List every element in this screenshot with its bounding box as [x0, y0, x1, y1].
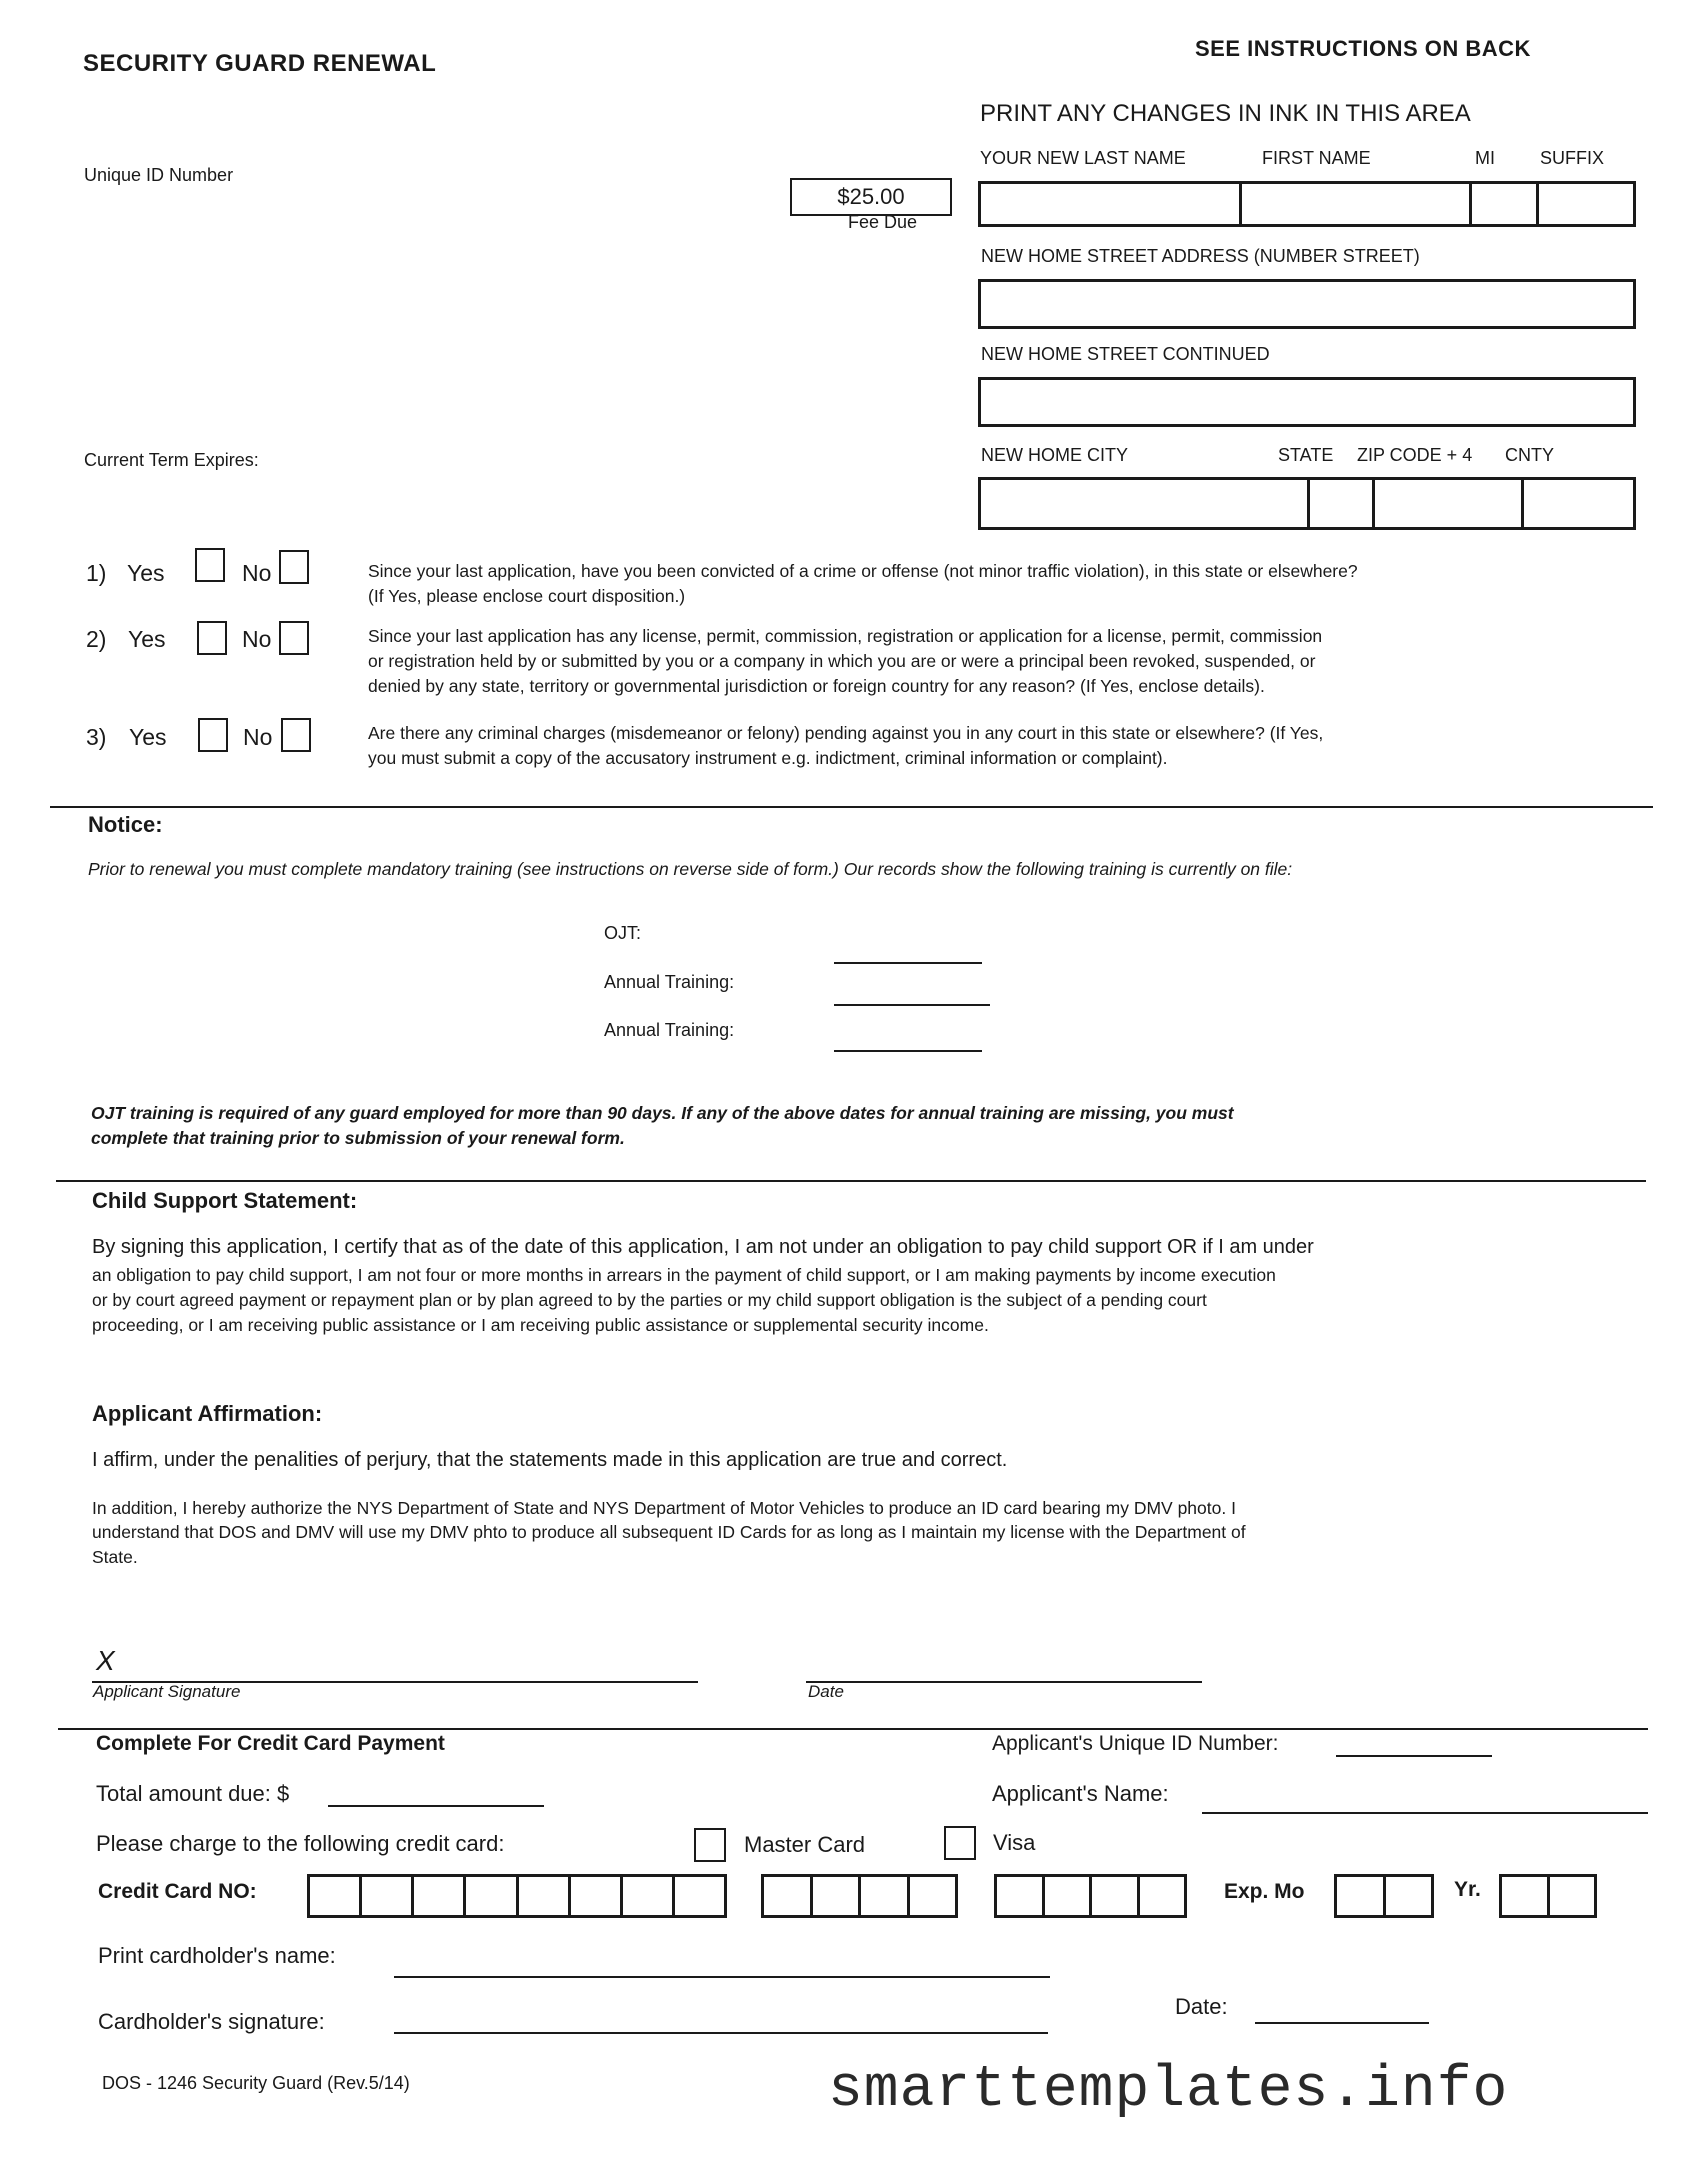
- no-label: No: [242, 626, 272, 652]
- credit-card-number-group-3[interactable]: [994, 1874, 1187, 1918]
- mi-field[interactable]: [1469, 181, 1539, 227]
- current-term-label: Current Term Expires:: [84, 450, 259, 470]
- section-divider: [58, 1728, 1648, 1730]
- city-label: NEW HOME CITY: [981, 445, 1128, 465]
- signature-date-label: Date: [808, 1682, 844, 1701]
- question-number: 2): [86, 626, 107, 652]
- notice-text: Prior to renewal you must complete mandatory training (see instructions on reverse side of form.) Our records show the following training is currently on file:: [88, 859, 1293, 879]
- form-title: SECURITY GUARD RENEWAL: [83, 50, 437, 77]
- card-digit-box[interactable]: [571, 1877, 623, 1915]
- unique-id-label: Unique ID Number: [84, 165, 234, 185]
- card-digit-box[interactable]: [519, 1877, 571, 1915]
- cardholder-name-label: Print cardholder's name:: [98, 1943, 336, 1968]
- affirmation-text: understand that DOS and DMV will use my DMV phto to produce all subsequent ID Cards for as long as I maintain my license with the Department of: [92, 1522, 1246, 1542]
- mastercard-checkbox[interactable]: [694, 1828, 726, 1862]
- yes-label: Yes: [129, 724, 167, 750]
- yes-label: Yes: [127, 560, 165, 586]
- ojt-warning: complete that training prior to submission of your renewal form.: [91, 1128, 625, 1148]
- suffix-field[interactable]: [1536, 181, 1636, 227]
- applicant-name-label: Applicant's Name:: [992, 1781, 1169, 1806]
- question-2-yes-checkbox[interactable]: [197, 621, 227, 655]
- visa-label: Visa: [993, 1830, 1036, 1855]
- street-continued-field[interactable]: [978, 377, 1636, 427]
- cnty-label: CNTY: [1505, 445, 1554, 465]
- signature-x-mark: X: [96, 1645, 115, 1676]
- question-2-text: denied by any state, territory or governmental jurisdiction or foreign country for any reason? (If Yes, enclose details).: [368, 676, 1265, 696]
- question-3-text: Are there any criminal charges (misdemeanor or felony) pending against you in any court in this state or elsewhere? (If Yes,: [368, 723, 1324, 743]
- no-label: No: [242, 560, 272, 586]
- question-1-no-checkbox[interactable]: [279, 550, 309, 584]
- exp-digit-box[interactable]: [1502, 1877, 1550, 1915]
- signature-date-line[interactable]: [806, 1681, 1202, 1683]
- question-2-no-checkbox[interactable]: [279, 621, 309, 655]
- first-name-field[interactable]: [1239, 181, 1472, 227]
- question-2-text: Since your last application has any license, permit, commission, registration or application for a license, permit, commission: [368, 626, 1323, 646]
- zip-label: ZIP CODE + 4: [1357, 445, 1473, 465]
- no-label: No: [243, 724, 273, 750]
- child-support-text: an obligation to pay child support, I am not four or more months in arrears in the payment of child support, or I am making payments by income execution: [92, 1265, 1276, 1285]
- card-digit-box[interactable]: [1140, 1877, 1185, 1915]
- card-digit-box[interactable]: [414, 1877, 466, 1915]
- card-digit-box[interactable]: [1092, 1877, 1140, 1915]
- exp-month-field[interactable]: [1334, 1874, 1434, 1918]
- card-digit-box[interactable]: [764, 1877, 813, 1915]
- question-number: 3): [86, 724, 107, 750]
- credit-card-number-group-1[interactable]: [307, 1874, 727, 1918]
- question-1-text: (If Yes, please enclose court disposition.): [368, 586, 686, 606]
- question-1-yes-checkbox[interactable]: [195, 548, 225, 582]
- cnty-field[interactable]: [1521, 477, 1636, 530]
- notice-heading: Notice:: [88, 812, 163, 837]
- ojt-date-line[interactable]: [834, 962, 982, 964]
- card-digit-box[interactable]: [675, 1877, 724, 1915]
- applicant-unique-id-line[interactable]: [1336, 1755, 1492, 1757]
- annual-training-label-1: Annual Training:: [604, 972, 735, 992]
- visa-checkbox[interactable]: [944, 1826, 976, 1860]
- watermark: smarttemplates.info: [828, 2058, 1509, 2123]
- street-label: NEW HOME STREET ADDRESS (NUMBER STREET): [981, 246, 1420, 266]
- annual-training-label-2: Annual Training:: [604, 1020, 735, 1040]
- annual-training-date-line-2[interactable]: [834, 1050, 982, 1052]
- street-field[interactable]: [978, 279, 1636, 329]
- credit-card-heading: Complete For Credit Card Payment: [96, 1732, 445, 1755]
- affirmation-text: State.: [92, 1547, 138, 1567]
- total-amount-label: Total amount due: $: [96, 1781, 290, 1806]
- fee-box: [790, 178, 952, 216]
- card-digit-box[interactable]: [813, 1877, 862, 1915]
- affirmation-text: In addition, I hereby authorize the NYS Department of State and NYS Department of Motor Vehicles to produce an ID card bearing my DMV photo. I: [92, 1498, 1236, 1518]
- street-continued-label: NEW HOME STREET CONTINUED: [981, 344, 1270, 364]
- applicant-name-line[interactable]: [1202, 1812, 1648, 1814]
- zip-field[interactable]: [1372, 477, 1524, 530]
- question-3-no-checkbox[interactable]: [281, 718, 311, 752]
- cardholder-date-line[interactable]: [1255, 2022, 1429, 2024]
- exp-digit-box[interactable]: [1386, 1877, 1432, 1915]
- affirmation-heading: Applicant Affirmation:: [92, 1401, 323, 1426]
- fee-amount: $25.00: [837, 184, 905, 209]
- question-3-text: you must submit a copy of the accusatory instrument e.g. indictment, criminal information or complaint).: [368, 748, 1168, 768]
- ojt-label: OJT:: [604, 923, 642, 943]
- question-1-text: Since your last application, have you been convicted of a crime or offense (not minor traffic violation), in this state or elsewhere?: [368, 561, 1358, 581]
- exp-year-field[interactable]: [1499, 1874, 1597, 1918]
- card-digit-box[interactable]: [1045, 1877, 1093, 1915]
- exp-digit-box[interactable]: [1337, 1877, 1386, 1915]
- question-2-text: or registration held by or submitted by you or a company in which you are or were a principal been revoked, suspended, or: [368, 651, 1316, 671]
- applicant-signature-label: Applicant Signature: [93, 1682, 241, 1701]
- exp-month-label: Exp. Mo: [1224, 1880, 1305, 1903]
- question-number: 1): [86, 560, 107, 586]
- credit-card-number-label: Credit Card NO:: [98, 1880, 257, 1903]
- card-digit-box[interactable]: [310, 1877, 362, 1915]
- question-3-yes-checkbox[interactable]: [198, 718, 228, 752]
- city-field[interactable]: [978, 477, 1310, 530]
- last-name-label: YOUR NEW LAST NAME: [980, 148, 1186, 168]
- state-label: STATE: [1278, 445, 1334, 465]
- first-name-label: FIRST NAME: [1262, 148, 1371, 168]
- card-digit-box[interactable]: [910, 1877, 956, 1915]
- exp-digit-box[interactable]: [1550, 1877, 1595, 1915]
- state-field[interactable]: [1307, 477, 1375, 530]
- child-support-text: By signing this application, I certify that as of the date of this application, I am not under an obligation to pay child support OR if I am under: [92, 1236, 1314, 1258]
- card-digit-box[interactable]: [997, 1877, 1045, 1915]
- section-divider: [50, 806, 1653, 808]
- cardholder-name-line[interactable]: [394, 1976, 1050, 1978]
- ojt-warning: OJT training is required of any guard employed for more than 90 days. If any of the above dates for annual training are missing, you must: [91, 1103, 1234, 1123]
- card-digit-box[interactable]: [362, 1877, 414, 1915]
- charge-card-label: Please charge to the following credit card:: [96, 1831, 505, 1856]
- print-changes-heading: PRINT ANY CHANGES IN INK IN THIS AREA: [980, 100, 1471, 127]
- credit-card-number-group-2[interactable]: [761, 1874, 958, 1918]
- affirmation-statement: I affirm, under the penalities of perjury, that the statements made in this application are true and correct.: [92, 1449, 1008, 1471]
- exp-year-label: Yr.: [1454, 1878, 1481, 1901]
- child-support-heading: Child Support Statement:: [92, 1188, 358, 1213]
- yes-label: Yes: [128, 626, 166, 652]
- card-digit-box[interactable]: [466, 1877, 518, 1915]
- section-divider: [56, 1180, 1646, 1182]
- fee-due-label: Fee Due: [848, 212, 918, 232]
- form-id: DOS - 1246 Security Guard (Rev.5/14): [102, 2073, 410, 2093]
- total-amount-line[interactable]: [328, 1805, 544, 1807]
- mastercard-label: Master Card: [744, 1832, 866, 1857]
- see-instructions-note: SEE INSTRUCTIONS ON BACK: [1195, 36, 1531, 61]
- annual-training-date-line-1[interactable]: [834, 1004, 990, 1006]
- child-support-text: proceeding, or I am receiving public assistance or I am receiving public assistance or supplemental security income.: [92, 1315, 989, 1335]
- child-support-text: or by court agreed payment or repayment plan or by plan agreed to by the parties or my child support obligation is the subject of a pending court: [92, 1290, 1207, 1310]
- applicant-unique-id-label: Applicant's Unique ID Number:: [992, 1732, 1279, 1755]
- cardholder-signature-label: Cardholder's signature:: [98, 2009, 325, 2034]
- cardholder-date-label: Date:: [1175, 1994, 1228, 2019]
- suffix-label: SUFFIX: [1540, 148, 1605, 168]
- mi-label: MI: [1475, 148, 1495, 168]
- card-digit-box[interactable]: [861, 1877, 910, 1915]
- last-name-field[interactable]: [978, 181, 1242, 227]
- card-digit-box[interactable]: [623, 1877, 675, 1915]
- cardholder-signature-line[interactable]: [394, 2032, 1048, 2034]
